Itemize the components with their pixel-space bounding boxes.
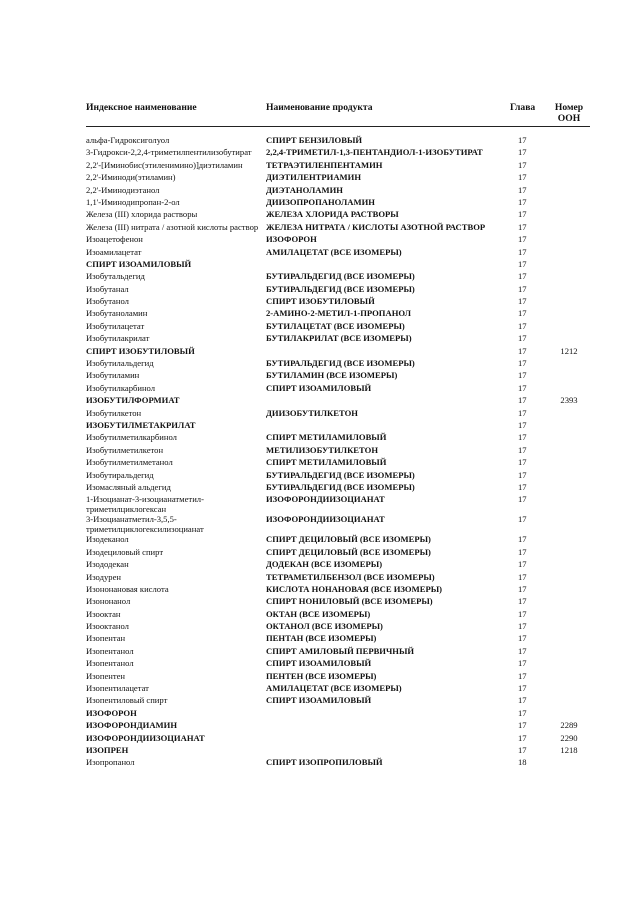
un-number-cell [548,671,590,683]
product-name-cell: СПИРТ ДЕЦИЛОВЫЙ (ВСЕ ИЗОМЕРЫ) [266,534,431,545]
table-row [86,383,590,395]
un-number-cell [548,247,590,259]
chapter-cell: 17 [518,546,527,557]
un-number-cell [548,514,590,534]
table-row [86,234,590,246]
chapter-cell: 17 [518,683,527,694]
un-number-cell [548,432,590,444]
product-name-cell: МЕТИЛИЗОБУТИЛКЕТОН [266,444,379,455]
product-name-cell: ПЕНТЕН (ВСЕ ИЗОМЕРЫ) [266,670,377,681]
index-name-cell: Изопентилацетат [86,683,149,694]
un-number-cell [548,333,590,345]
un-number-cell [548,172,590,184]
table-row [86,197,590,209]
table-row [86,572,590,584]
table-row [86,720,590,732]
un-number-cell [548,757,590,769]
un-number-cell: 2289 [560,720,578,731]
header-row [86,100,590,127]
product-name-cell: СПИРТ ИЗОАМИЛОВЫЙ [266,382,372,393]
index-name-cell: СПИРТ ИЗОБУТИЛОВЫЙ [86,345,195,356]
product-name-cell: ИЗОФОРОН [266,234,317,245]
table-row [86,346,590,358]
table-row [86,482,590,494]
index-name-cell: Изооктан [86,608,121,619]
index-name-cell: Изобутиральдегид [86,469,154,480]
chapter-cell: 17 [518,407,527,418]
product-name-cell: 2,2,4-ТРИМЕТИЛ-1,3-ПЕНТАНДИОЛ-1-ИЗОБУТИРАТ [266,147,483,158]
product-name-cell: ИЗОФОРОНДИИЗОЦИАНАТ [266,494,385,505]
table-row [86,284,590,296]
table-row [86,514,590,534]
index-name-cell: Изононанол [86,596,131,607]
un-number-cell [548,197,590,209]
chapter-cell: 17 [518,670,527,681]
product-name-cell: ПЕНТАН (ВСЕ ИЗОМЕРЫ) [266,633,377,644]
chapter-cell: 17 [518,234,527,245]
product-name-cell [266,346,504,358]
table-row [86,259,590,271]
chapter-cell: 17 [518,469,527,480]
un-number-cell [548,695,590,707]
product-name-cell: ДОДЕКАН (ВСЕ ИЗОМЕРЫ) [266,559,383,570]
table-row [86,172,590,184]
chapter-cell: 17 [518,571,527,582]
un-number-cell [548,234,590,246]
un-number-cell [548,383,590,395]
table-row [86,683,590,695]
table-row [86,658,590,670]
chapter-cell: 17 [518,559,527,570]
index-name-cell: Изодециловый спирт [86,546,164,557]
product-name-cell: БУТИРАЛЬДЕГИД (ВСЕ ИЗОМЕРЫ) [266,481,415,492]
chapter-cell: 17 [518,707,527,718]
chapter-cell: 18 [518,757,527,768]
index-name-cell: 1,1'-Иминодипропан-2-ол [86,196,180,207]
table-row [86,296,590,308]
product-name-cell: БУТИЛАМИН (ВСЕ ИЗОМЕРЫ) [266,370,398,381]
un-number-cell [548,209,590,221]
index-name-cell: ИЗОБУТИЛФОРМИАТ [86,395,180,406]
product-name-cell: АМИЛАЦЕТАТ (ВСЕ ИЗОМЕРЫ) [266,683,402,694]
product-name-cell: ДИЭТАНОЛАМИН [266,184,343,195]
index-name-cell: Изобутилакрилат [86,333,150,344]
product-name-cell: БУТИЛАКРИЛАТ (ВСЕ ИЗОМЕРЫ) [266,333,412,344]
chapter-cell: 17 [518,135,527,145]
un-number-cell [548,321,590,333]
chapter-cell: 17 [518,596,527,607]
un-number-cell [548,494,590,514]
chapter-cell: 17 [518,395,527,406]
un-number-cell [548,284,590,296]
index-name-cell: Изододекан [86,559,129,570]
chapter-cell: 17 [518,345,527,356]
un-number-cell [548,271,590,283]
un-number-cell [548,708,590,720]
product-name-cell: ЖЕЛЕЗА ХЛОРИДА РАСТВОРЫ [266,209,399,220]
chapter-cell: 17 [518,481,527,492]
index-name-cell: Изопентанол [86,645,134,656]
index-name-cell: Изопентиловый спирт [86,695,168,706]
product-name-cell: БУТИРАЛЬДЕГИД (ВСЕ ИЗОМЕРЫ) [266,358,415,369]
product-name-cell: ДИИЗОБУТИЛКЕТОН [266,407,358,418]
chapter-cell: 17 [518,221,527,232]
table-row [86,445,590,457]
index-name-cell: Изобутилальдегид [86,358,154,369]
table-row [86,308,590,320]
product-name-cell: ТЕТРАЭТИЛЕНПЕНТАМИН [266,159,383,170]
header-product-name: Наименование продукта [266,100,504,127]
index-name-cell: ИЗОФОРОНДИАМИН [86,720,178,731]
table-row [86,185,590,197]
chapter-cell: 17 [518,382,527,393]
index-name-cell: Изобутилметилкетон [86,444,164,455]
table-row [86,333,590,345]
product-name-cell: ИЗОФОРОНДИИЗОЦИАНАТ [266,514,385,525]
un-number-cell [548,420,590,432]
index-name-cell: 1-Изоцианат-3-изоцианатметил-триметилциклогексан [86,494,204,515]
chapter-cell: 17 [518,271,527,282]
index-name-cell: 3-Гидрокси-2,2,4-триметилпентилизобутират [86,147,252,158]
index-name-cell: Изопентанол [86,658,134,669]
index-name-cell: Изобутилкетон [86,407,142,418]
product-name-cell: СПИРТ ИЗОАМИЛОВЫЙ [266,695,372,706]
chapter-cell: 17 [518,196,527,207]
table-row [86,547,590,559]
chapter-cell: 17 [518,432,527,443]
index-name-cell: Изоамилацетат [86,246,142,257]
table-row [86,321,590,333]
table-row [86,695,590,707]
un-number-cell [548,445,590,457]
table-row [86,370,590,382]
un-number-cell [548,147,590,159]
index-name-cell: ИЗОБУТИЛМЕТАКРИЛАТ [86,419,196,430]
un-number-cell [548,609,590,621]
index-name-cell: Изобутилкарбинол [86,382,156,393]
chapter-cell: 17 [518,419,527,430]
chapter-cell: 17 [518,695,527,706]
un-number-cell: 2393 [560,395,578,406]
chapter-cell: 17 [518,645,527,656]
un-number-cell: 2290 [560,732,578,743]
table-row [86,470,590,482]
product-name-cell: СПИРТ ИЗОПРОПИЛОВЫЙ [266,757,383,768]
header-chapter: Глава [504,100,548,127]
index-name-cell: 2,2'-[Иминобис(этиленимино)]диэтиламин [86,159,243,170]
chapter-cell: 17 [518,358,527,369]
product-name-cell: КИСЛОТА НОНАНОВАЯ (ВСЕ ИЗОМЕРЫ) [266,583,443,594]
index-name-cell: ИЗОПРЕН [86,744,129,755]
un-number-cell [548,621,590,633]
index-name-cell: 2,2'-Иминоди(этиламин) [86,172,176,183]
product-name-cell [266,745,504,757]
index-name-cell: Изобутиламин [86,370,140,381]
table-row [86,609,590,621]
un-number-cell [548,658,590,670]
un-number-cell [548,160,590,172]
table-row [86,708,590,720]
index-name-cell: Изобутаноламин [86,308,148,319]
index-name-cell: Изононановая кислота [86,583,169,594]
product-name-cell [266,708,504,720]
un-number-cell [548,259,590,271]
header-un-number: Номер ООН [548,100,590,127]
header-index-name: Индексное наименование [86,100,266,127]
table-row [86,559,590,571]
product-name-cell: СПИРТ ИЗОАМИЛОВЫЙ [266,658,372,669]
product-name-cell: СПИРТ БЕНЗИЛОВЫЙ [266,135,363,145]
un-number-cell [548,584,590,596]
index-name-cell: Изобутилметилметанол [86,457,173,468]
index-name-cell: Изооктанол [86,621,129,632]
chapter-cell: 17 [518,720,527,731]
product-name-cell: ОКТАН (ВСЕ ИЗОМЕРЫ) [266,608,371,619]
chapter-cell: 17 [518,258,527,269]
un-number-cell [548,534,590,546]
table-row [86,457,590,469]
index-name-cell: ИЗОФОРОН [86,707,137,718]
table-body [86,127,590,770]
chapter-cell: 17 [518,283,527,294]
table-row [86,127,590,148]
index-name-cell: Изопентен [86,670,126,681]
product-name-cell: СПИРТ МЕТИЛАМИЛОВЫЙ [266,457,387,468]
chapter-cell: 17 [518,320,527,331]
product-name-cell [266,395,504,407]
un-number-cell: 1218 [560,744,578,755]
table-row [86,733,590,745]
un-number-cell [548,222,590,234]
un-number-cell [548,683,590,695]
product-name-cell: СПИРТ НОНИЛОВЫЙ (ВСЕ ИЗОМЕРЫ) [266,596,433,607]
table-header [86,100,590,127]
chapter-cell: 17 [518,633,527,644]
product-name-cell: БУТИЛАЦЕТАТ (ВСЕ ИЗОМЕРЫ) [266,320,405,331]
index-name-cell: Изобутилметилкарбинол [86,432,177,443]
table-row [86,395,590,407]
un-number-cell [548,596,590,608]
chapter-cell: 17 [518,159,527,170]
un-number-cell [548,127,590,148]
product-name-cell: ДИЭТИЛЕНТРИАМИН [266,172,362,183]
table-row [86,247,590,259]
index-name-cell: Изодурен [86,571,121,582]
table-row [86,160,590,172]
table-row [86,621,590,633]
table-row [86,222,590,234]
un-number-cell [548,358,590,370]
index-name-cell: 2,2'-Иминодиэтанол [86,184,160,195]
chapter-cell: 17 [518,744,527,755]
un-number-cell [548,559,590,571]
chapter-cell: 17 [518,172,527,183]
chapter-cell: 17 [518,621,527,632]
index-table [86,100,590,770]
product-name-cell: ОКТАНОЛ (ВСЕ ИЗОМЕРЫ) [266,621,383,632]
table-row [86,534,590,546]
table-row [86,408,590,420]
index-name-cell: Изоацетофенон [86,234,143,245]
table-row [86,596,590,608]
chapter-cell: 17 [518,583,527,594]
un-number-cell [548,633,590,645]
index-name-cell: 3-Изоцианатметил-3,5,5-триметилциклогексилизоцианат [86,514,204,535]
table-row [86,745,590,757]
index-name-cell: Изодеканол [86,534,129,545]
index-name-cell: Изобутанол [86,296,129,307]
product-name-cell: СПИРТ ИЗОБУТИЛОВЫЙ [266,296,375,307]
product-name-cell [266,720,504,732]
table-row [86,646,590,658]
index-name-cell: СПИРТ ИЗОАМИЛОВЫЙ [86,258,192,269]
index-name-cell: ИЗОФОРОНДИИЗОЦИАНАТ [86,732,205,743]
index-name-cell: альфа-Гидроксиголуол [86,135,170,145]
table-row [86,209,590,221]
table-row [86,432,590,444]
product-name-cell: СПИРТ АМИЛОВЫЙ ПЕРВИЧНЫЙ [266,645,415,656]
index-name-cell: Железа (III) нитрата / азотной кислоты раствор [86,221,259,232]
chapter-cell: 17 [518,209,527,220]
table-row [86,584,590,596]
chapter-cell: 17 [518,494,527,505]
un-number-cell [548,482,590,494]
un-number-cell [548,572,590,584]
chapter-cell: 17 [518,444,527,455]
index-name-cell: Изопропанол [86,757,135,768]
un-number-cell [548,547,590,559]
chapter-cell: 17 [518,732,527,743]
chapter-cell: 17 [518,370,527,381]
product-name-cell: ДИИЗОПРОПАНОЛАМИН [266,196,375,207]
table-row [86,671,590,683]
chapter-cell: 17 [518,658,527,669]
chapter-cell: 17 [518,608,527,619]
index-name-cell: Изопентан [86,633,126,644]
product-name-cell [266,420,504,432]
product-name-cell [266,733,504,745]
product-name-cell [266,259,504,271]
un-number-cell [548,296,590,308]
index-name-cell: Изобутальдегид [86,271,145,282]
product-name-cell: ТЕТРАМЕТИЛБЕНЗОЛ (ВСЕ ИЗОМЕРЫ) [266,571,435,582]
product-name-cell: СПИРТ МЕТИЛАМИЛОВЫЙ [266,432,387,443]
index-name-cell: Изомасляный альдегид [86,481,171,492]
chapter-cell: 17 [518,514,527,525]
table-row [86,420,590,432]
un-number-cell [548,457,590,469]
product-name-cell: ЖЕЛЕЗА НИТРАТА / КИСЛОТЫ АЗОТНОЙ РАСТВОР [266,221,486,232]
un-number-cell [548,308,590,320]
chapter-cell: 17 [518,534,527,545]
index-name-cell: Изобутилацетат [86,320,145,331]
un-number-cell [548,470,590,482]
product-name-cell: АМИЛАЦЕТАТ (ВСЕ ИЗОМЕРЫ) [266,246,402,257]
product-name-cell: БУТИРАЛЬДЕГИД (ВСЕ ИЗОМЕРЫ) [266,469,415,480]
table-row [86,271,590,283]
un-number-cell: 1212 [560,345,578,356]
table-row [86,147,590,159]
table-row [86,494,590,514]
un-number-cell [548,408,590,420]
product-name-cell: СПИРТ ДЕЦИЛОВЫЙ (ВСЕ ИЗОМЕРЫ) [266,546,431,557]
chapter-cell: 17 [518,184,527,195]
product-name-cell: БУТИРАЛЬДЕГИД (ВСЕ ИЗОМЕРЫ) [266,271,415,282]
chapter-cell: 17 [518,308,527,319]
un-number-cell [548,185,590,197]
index-name-cell: Железа (III) хлорида растворы [86,209,198,220]
table-row [86,358,590,370]
chapter-cell: 17 [518,296,527,307]
table-row [86,757,590,769]
table-row [86,633,590,645]
chapter-cell: 17 [518,147,527,158]
chapter-cell: 17 [518,333,527,344]
index-name-cell: Изобутанал [86,283,129,294]
un-number-cell [548,646,590,658]
product-name-cell: 2-АМИНО-2-МЕТИЛ-1-ПРОПАНОЛ [266,308,412,319]
un-number-cell [548,370,590,382]
chapter-cell: 17 [518,246,527,257]
chapter-cell: 17 [518,457,527,468]
product-name-cell: БУТИРАЛЬДЕГИД (ВСЕ ИЗОМЕРЫ) [266,283,415,294]
